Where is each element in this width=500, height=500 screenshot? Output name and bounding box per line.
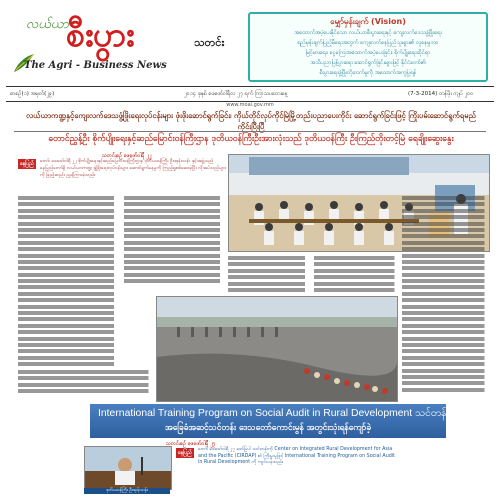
article-column-2 xyxy=(124,196,224,292)
vision-line: ရည်မှန်းချက်ပြည့်မီရေးအတွက် ကျေးလက်နေပြည်သူများ၏ လူနေမှုဘဝ xyxy=(297,40,439,46)
footer-paragraph: တော်၊ ဖေဖော်ဝါရီ ၂၇ ဖော်ပြပါ သင်တန်းကို Center on Integrated Rural Development for Asia and the Pacific (CIRDAP) ၏ ကြီးမှူးမှုဖြင့် International Training Program on Social Audit in Rural Development ကို ကျင်းပခဲ့သည်။ xyxy=(198,447,395,466)
banner-english-title: International Training Program on Social Audit in Rural Development သင်တန်း xyxy=(98,408,450,419)
vision-line: အသိပညာပြန့်ပွားရေး ဆောင်ရွက်ခြင်းများဖြင့် နိုင်ငံတော်၏ xyxy=(310,60,426,66)
banner-myanmar-suffix: သင်တန်း xyxy=(415,408,450,419)
article-column-3 xyxy=(228,256,308,296)
issue-price: (7-3-2014) တန်ဖိုး ကျပ် ၂၀၀ xyxy=(408,91,474,97)
official-photo-image xyxy=(85,447,171,489)
vision-line: စီးပွားရေးဖွံ့ဖြိုးတိုးတက်မှုကို အထောက်အကူပြုရန် xyxy=(319,70,417,76)
article-column-1b xyxy=(18,370,154,400)
photo-caption: ဒုတိယဝန်ကြီး ဦးအုန်းသန်း xyxy=(84,488,170,494)
newspaper-page xyxy=(6,6,494,494)
logo-english-text: The Agri - Business News xyxy=(24,60,167,71)
vision-line: မြင့်မားရေး၊ ငွေကြေးအထောက်အပံ့ပေးခြင်း၊ စိုက်ပျိုးရေးဆိုင်ရာ xyxy=(305,50,431,56)
dateline-tag: နေပြည် xyxy=(18,159,36,169)
dateline-tag: နေပြည် xyxy=(176,448,194,458)
logo-main-text: စီးပွား xyxy=(66,15,134,55)
article-byline: သတင်းစဉ် ဖေဖော်ဝါရီ ၂၇ xyxy=(166,441,216,447)
headline-main: တောင်ညွှန့်ဦး စိုက်ပျိုးရေးနှင့်ဆည်မြောင်းဝန်ကြီးဌာန ဒုတိယဝန်ကြီးဦးအားလုံးသည် ဒုတိယဝန်ကြီး ဦးကြည်တိုးတင့်မြဲ ရေချိုးဆွေးနွေး xyxy=(48,134,454,144)
masthead xyxy=(6,6,494,86)
vision-title: မျှော်မှန်းချက် (Vision) xyxy=(330,17,406,26)
article-byline: သတင်းစဉ် ဖေဖော်ဝါရီ ၂၂ xyxy=(102,153,152,159)
newspaper-logo[interactable] xyxy=(12,10,234,82)
article-column-4 xyxy=(314,256,398,296)
headline-top: လယ်ယာကဏ္ဍနှင့်ကျေးလက်ဒေသဖွံ့ဖြိုးရေးလုပ်ငန်းများ ဖုံးဖိုးဆောင်ရွက်ခြင်း၊ ကိုယ်တိုင်လုပ်ကိုင်မြဲမြို့တည်းပညာပေးကိုင်း ဆောင်ရွက်ခြင်းဖြင့် ကြိုးပမ်းဆောင်ရွက်ရမည် ကိုင်းပြီးပြီ xyxy=(26,111,476,131)
dateline xyxy=(6,86,494,102)
training-banner xyxy=(90,404,450,438)
field-photo-image xyxy=(157,297,397,401)
issue-number: စာစဉ်(၁) အမှတ်(၂၉) xyxy=(10,91,55,97)
article-column-1 xyxy=(18,196,118,372)
vision-box xyxy=(248,12,488,82)
divider xyxy=(14,131,486,132)
issue-date: ၂၀၁၄ ခုနှစ် ဖေဖော်ဝါရီလ ၂၇ ရက် ကြာသပတေးနေ့ xyxy=(184,91,288,97)
official-photo xyxy=(84,446,172,490)
vision-line: အထောက်အပံ့ပေးနိုင်သော လယ်ယာစီးပွားရေးနှင့် ကျေးလက်ဒေသဖွံ့ဖြိုးရေး xyxy=(294,30,442,36)
logo-suffix-text: သတင်း xyxy=(194,36,225,49)
article-column-right xyxy=(402,196,488,401)
banner-myanmar-title: အခြေခံအဆင့်သင်တန်း ဒေသတော်ကောင်းမွန် အတွင်းသုံးရန်ကျော်ခဲ့ xyxy=(165,422,371,432)
lead-paragraph: တော်၊ ဖေဖော်ဝါရီ ၂၂ စိုက်ပျိုးရေးနှင့်ဆည်မြောင်းဝန်ကြီးဌာန ဒုတိယဝန်ကြီး ဦးအုန်းသန်း နှင့်အဖွဲ့သည် နေပြည်တော်ရှိ လယ်ယာကဏ္ဍ ဖွံ့ဖြိုးရေးလုပ်ငန်းများ ဆောင်ရွက်နေမှုကို ကြည့်ရှုစစ်ဆေးခဲ့ပြီး လိုအပ်သည်များကို ဖြည့်ဆည်း ညွှန်ကြားခဲ့သည်။ xyxy=(40,159,226,178)
website-url[interactable]: www.moai.gov.mm xyxy=(226,102,274,108)
field-photo xyxy=(156,296,398,402)
logo-small-text: လယ်ယာ xyxy=(26,17,69,32)
